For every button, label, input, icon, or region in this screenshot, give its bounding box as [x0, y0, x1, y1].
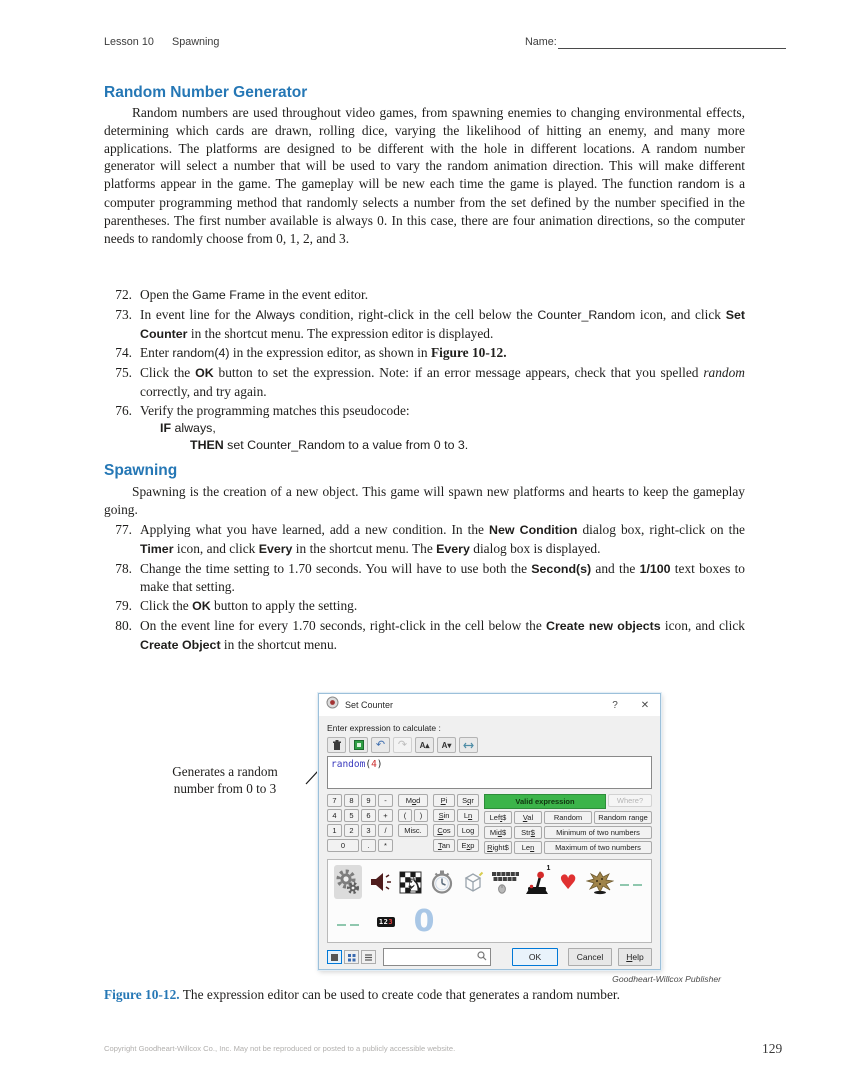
btn-where[interactable]: Where? — [608, 794, 652, 807]
text-segment: always, — [171, 420, 216, 435]
search-icon[interactable] — [474, 948, 490, 966]
text-segment: button to apply the setting. — [210, 598, 358, 614]
step-text — [140, 402, 745, 455]
btn-sqr[interactable]: Sqr — [457, 794, 479, 807]
text-segment: Timer — [140, 541, 174, 556]
key-0[interactable]: 0 — [327, 839, 359, 852]
font-increase-icon[interactable]: A▴ — [415, 737, 434, 753]
counter-123-icon[interactable]: 123 — [378, 918, 394, 926]
text-segment: icon, and click — [660, 617, 745, 633]
text-segment: In event line for the — [140, 306, 256, 322]
small-icons-view-button[interactable] — [344, 950, 359, 964]
text-segment: Open the — [140, 287, 193, 302]
counter-current-value: 0 — [413, 904, 435, 939]
text-segment: Set Counter — [140, 307, 745, 341]
text-segment: Verify the programming matches this pseudocode: — [140, 402, 410, 418]
text-segment: dialog box is displayed. — [469, 540, 601, 556]
name-blank-line — [558, 35, 786, 49]
btn-sin[interactable]: Sin — [433, 809, 455, 822]
figure-caption-text: The expression editor can be used to create code that generates a random number. — [179, 987, 620, 1002]
lesson-label: Lesson 10 — [104, 36, 154, 48]
text-segment: Always — [255, 307, 295, 322]
dashes-icon[interactable] — [334, 905, 362, 939]
erase-icon[interactable] — [327, 737, 346, 753]
step-item — [104, 306, 745, 344]
expression-open-paren: ( — [365, 759, 372, 770]
cancel-button[interactable]: Cancel — [568, 948, 612, 966]
btn-right[interactable]: Right$ — [484, 841, 512, 854]
step-item — [104, 344, 745, 363]
help-button[interactable]: Help — [618, 948, 652, 966]
key-paren[interactable]: ) — [414, 809, 428, 822]
btn-pi[interactable]: Pi — [433, 794, 455, 807]
text-segment: On the event line for every 1.70 seconds, right-click in the cell below the — [140, 617, 547, 633]
text-segment: in the shortcut menu. The expression editor is displayed. — [187, 325, 494, 341]
pseudocode-line — [140, 437, 745, 455]
set-counter-dialog — [318, 693, 661, 970]
text-segment: icon, and click — [173, 540, 259, 556]
key-2[interactable]: 2 — [344, 824, 359, 837]
btn-random[interactable]: Random — [544, 811, 592, 824]
btn-mod[interactable]: Mod — [398, 794, 428, 807]
btn-mid[interactable]: Mid$ — [484, 826, 512, 839]
key-4[interactable]: 4 — [327, 809, 342, 822]
pseudocode-line — [140, 420, 745, 438]
object-row-1 — [334, 862, 645, 902]
btn-ln[interactable]: Ln — [457, 809, 479, 822]
step-number: 80. — [115, 617, 132, 633]
font-decrease-icon[interactable]: A▾ — [437, 737, 456, 753]
text-segment: random — [703, 365, 745, 381]
operator-keys — [398, 794, 428, 854]
page-number: 129 — [762, 1041, 783, 1056]
text-segment: random — [677, 177, 720, 192]
new-expression-icon[interactable] — [349, 737, 368, 753]
text-segment: Spawning is the creation of a new object. This game will spawn new platforms and hearts to keep the gameplay going. — [104, 484, 745, 517]
text-segment: icon, and click — [635, 306, 726, 322]
paragraph-spawning — [104, 483, 745, 519]
digit-keys — [327, 794, 393, 854]
key-9[interactable]: 9 — [361, 794, 376, 807]
dialog-title: Set Counter — [345, 700, 394, 710]
counter-value[interactable] — [410, 905, 438, 939]
dashes-icon[interactable] — [618, 865, 645, 899]
step-number: 76. — [115, 402, 132, 418]
step-number: 78. — [115, 560, 132, 576]
btn-exp[interactable]: Exp — [457, 839, 479, 852]
text-segment: Every — [436, 541, 470, 556]
expression-prompt: Enter expression to calculate : — [327, 723, 441, 733]
key-*[interactable]: * — [378, 839, 393, 852]
redo-icon[interactable]: ↷ — [393, 737, 412, 753]
calculator-keypad — [327, 794, 652, 854]
step-text — [140, 286, 745, 305]
large-icons-view-button[interactable] — [327, 950, 342, 964]
text-segment: Applying what you have learned, add a new condition. In the — [140, 522, 490, 537]
lesson-title: Spawning — [172, 36, 220, 48]
text-segment: Click the — [140, 365, 196, 381]
step-item — [104, 402, 745, 455]
annotation-line2: number from 0 to 3 — [173, 781, 277, 796]
text-segment: Enter — [140, 345, 173, 361]
key-3[interactable]: 3 — [361, 824, 376, 837]
text-segment: 1/100 — [639, 561, 671, 576]
dialog-bottom-bar — [327, 948, 652, 966]
step-text — [140, 597, 745, 616]
resize-editor-icon[interactable] — [459, 737, 478, 753]
text-segment: Second(s) — [531, 561, 592, 576]
expression-argument: 4 — [371, 759, 377, 770]
text-segment: Click the — [140, 598, 193, 614]
object-panel — [327, 859, 652, 943]
list-view-button[interactable] — [361, 950, 376, 964]
expression-function: random — [331, 759, 366, 770]
step-number: 74. — [115, 345, 132, 361]
help-titlebar-button[interactable]: ? — [612, 699, 618, 711]
text-segment: Random numbers are used throughout video games, from spawning enemies to changing environmental effects, determining which cards are drawn, rolling dice, varying the likelihood of hitting an enemy, and many more applications. The platforms are designed to be different with the hole in different locations. A random number generator will select a number that will be used to vary the random animation direction. This will make different platforms appear in the game. The gameplay will be new each time the game is played. The function — [104, 105, 745, 192]
text-segment: dialog box, right-click on the — [577, 522, 745, 537]
key-6[interactable]: 6 — [361, 809, 376, 822]
step-text — [140, 521, 745, 559]
step-text — [140, 344, 745, 363]
text-segment: Figure 10-12. — [430, 345, 507, 361]
text-segment: Counter_Random — [537, 307, 636, 322]
string-function-column — [484, 794, 652, 854]
figure-10-12 — [104, 693, 745, 989]
btn-misc[interactable]: Misc. — [398, 824, 428, 837]
keyboard-mouse-icon[interactable] — [491, 865, 519, 899]
step-text — [140, 306, 745, 344]
btn-cos[interactable]: Cos — [433, 824, 455, 837]
step-item — [104, 560, 745, 597]
btn-str[interactable]: Str$ — [514, 826, 542, 839]
text-segment: in the expression editor, as shown in — [229, 345, 431, 361]
step-item — [104, 597, 745, 616]
function-keys — [433, 794, 479, 854]
text-segment: OK — [192, 599, 211, 614]
text-segment: and the — [591, 560, 640, 576]
text-segment: random(4) — [172, 346, 230, 361]
text-segment: in the shortcut menu. — [220, 636, 337, 652]
text-segment: condition, right-click in the cell below the — [294, 306, 538, 322]
btn-log[interactable]: Log — [457, 824, 479, 837]
text-segment: in the shortcut menu. The — [292, 540, 437, 556]
step-item — [104, 286, 745, 305]
speaker-icon[interactable] — [366, 865, 393, 899]
step-item — [104, 617, 745, 655]
expression-toolbar — [327, 737, 652, 753]
step-text — [140, 560, 745, 597]
svg-text:♞: ♞ — [405, 875, 423, 895]
frame-icon[interactable] — [460, 865, 487, 899]
btn-val[interactable]: Val — [514, 811, 542, 824]
dialog-body — [319, 716, 660, 966]
player-number-badge: 1 — [546, 865, 551, 872]
expression-close-paren: ) — [376, 759, 383, 770]
text-segment: THEN — [190, 438, 224, 453]
key-/[interactable]: / — [378, 824, 393, 837]
text-segment: Game Frame — [192, 288, 266, 302]
name-label: Name: — [525, 36, 557, 48]
text-segment: is a computer programming method that randomly selects a number from the set defined by the number specified in the parentheses. The first number available is always 0. In this case, there are four animation directions, so the computer needs to randomly choose from 0, 1, 2, and 3. — [104, 176, 746, 246]
step-text — [140, 617, 745, 655]
text-segment: Create Object — [140, 637, 221, 652]
text-segment: New Condition — [489, 523, 578, 537]
system-gears-icon[interactable] — [334, 865, 362, 899]
key-.[interactable]: . — [361, 839, 376, 852]
figure-annotation — [144, 763, 306, 797]
key-1[interactable]: 1 — [327, 824, 342, 837]
text-segment: text boxes to make that setting. — [140, 560, 745, 595]
text-segment: Change the time setting to 1.70 seconds. You will have to use both the — [140, 560, 532, 576]
key-+[interactable]: + — [378, 809, 393, 822]
counter-app-icon — [326, 696, 339, 714]
key-7[interactable]: 7 — [327, 794, 342, 807]
text-segment: Create new objects — [546, 618, 661, 633]
text-segment: button to set the expression. Note: if an error message appears, check that you spelled — [213, 365, 704, 381]
figure-caption — [104, 986, 704, 1004]
key-8[interactable]: 8 — [344, 794, 359, 807]
object-row-2 — [334, 902, 645, 942]
section-heading-spawning: Spawning — [104, 462, 178, 479]
step-item — [104, 364, 745, 401]
ok-button[interactable]: OK — [512, 948, 558, 966]
storyboard-icon[interactable] — [397, 865, 424, 899]
step-text — [140, 364, 745, 401]
heart-icon[interactable]: ♥ — [559, 870, 578, 894]
step-number: 75. — [115, 365, 132, 381]
btn-tan[interactable]: Tan — [433, 839, 455, 852]
text-segment: set Counter_Random to a value from 0 to 3. — [223, 438, 469, 453]
btn-len[interactable]: Len — [514, 841, 542, 854]
key-5[interactable]: 5 — [344, 809, 359, 822]
undo-icon[interactable]: ↶ — [371, 737, 390, 753]
object-search-box — [383, 948, 491, 966]
key--[interactable]: - — [378, 794, 393, 807]
text-segment: in the event editor. — [265, 287, 369, 302]
close-icon[interactable]: ✕ — [640, 699, 650, 711]
btn-maximum-of-two-numbers[interactable]: Maximum of two numbers — [544, 841, 652, 854]
annotation-line1: Generates a random — [172, 764, 278, 779]
expression-editor[interactable] — [327, 756, 652, 789]
text-segment: IF — [160, 420, 172, 435]
timer-icon[interactable] — [429, 865, 456, 899]
section-heading-random-number-generator: Random Number Generator — [104, 84, 308, 101]
platform-icon[interactable] — [586, 865, 614, 899]
key-paren[interactable]: ( — [398, 809, 412, 822]
steps-72-76 — [104, 286, 745, 456]
steps-77-80 — [104, 521, 745, 656]
text-segment: OK — [195, 366, 214, 381]
copyright-notice: Copyright Goodheart-Willcox Co., Inc. May not be reproduced or posted to a publicly accessible website. — [104, 1044, 456, 1053]
joystick-icon[interactable] — [523, 865, 550, 899]
btn-random-range[interactable]: Random range — [594, 811, 652, 824]
valid-expression-status: Valid expression — [484, 794, 606, 809]
step-item — [104, 521, 745, 559]
step-number: 77. — [115, 522, 132, 537]
btn-minimum-of-two-numbers[interactable]: Minimum of two numbers — [544, 826, 652, 839]
figure-credit: Goodheart-Willcox Publisher — [612, 974, 721, 984]
search-input[interactable] — [384, 950, 474, 964]
paragraph-random-numbers — [104, 104, 745, 247]
text-segment: correctly, and try again. — [140, 383, 267, 399]
step-number: 72. — [115, 287, 132, 302]
text-segment: Every — [258, 541, 293, 556]
step-number: 79. — [115, 598, 132, 614]
dialog-titlebar[interactable] — [319, 694, 660, 716]
figure-caption-label: Figure 10-12. — [104, 987, 180, 1002]
btn-left[interactable]: Left$ — [484, 811, 512, 824]
step-number: 73. — [115, 306, 132, 322]
